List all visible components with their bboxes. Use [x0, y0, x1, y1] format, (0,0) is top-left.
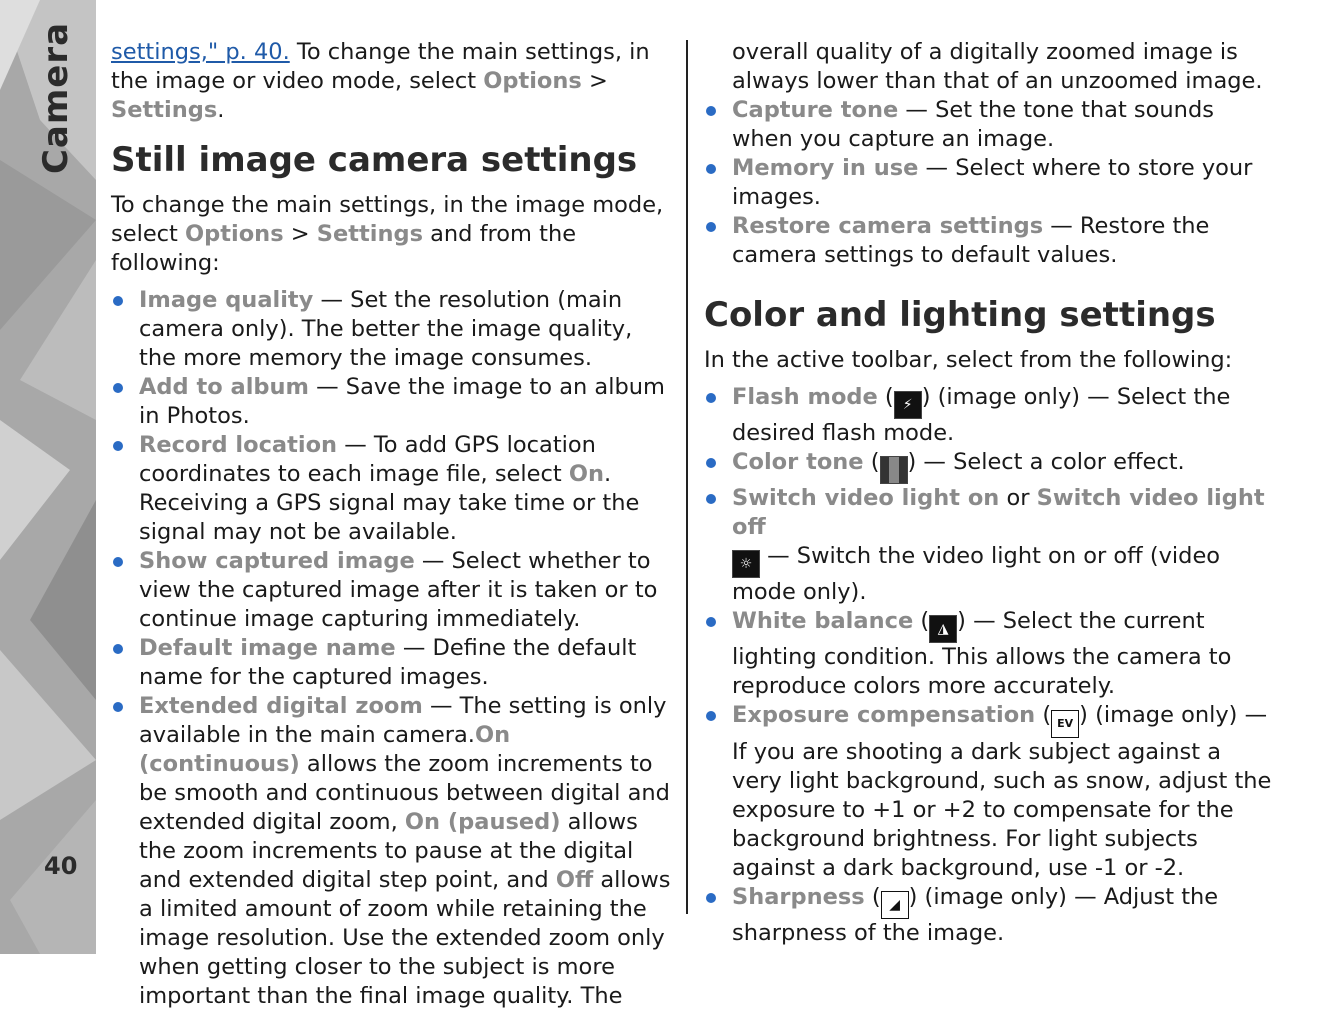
- flash-icon: ⚡: [894, 391, 922, 419]
- color-lighting-intro: In the active toolbar, select from the following:: [704, 347, 1233, 373]
- color-lighting-heading: Color and lighting settings: [704, 295, 1216, 335]
- list-item: Add to album — Save the image to an album in Photos.: [111, 373, 673, 431]
- column-divider: [686, 40, 688, 914]
- intro-paragraph: settings," p. 40. To change the main settings, in the image or video mode, select Options > Settings.: [111, 39, 650, 123]
- still-image-settings-list: [111, 286, 673, 1011]
- list-item: Color tone ( ) — Select a color effect.: [704, 448, 1272, 484]
- section-title: Camera: [36, 21, 76, 175]
- settings-link[interactable]: settings," p. 40.: [111, 39, 290, 65]
- video-light-icon: ☼: [732, 550, 760, 578]
- list-item: Restore camera settings — Restore the camera settings to default values.: [704, 212, 1272, 270]
- list-item: Flash mode ( ⚡ ) (image only) — Select the desired flash mode.: [704, 383, 1272, 448]
- list-item: Exposure compensation ( EV ) (image only) — If you are shooting a dark subject against a very light background, such as snow, adjust the exposure to +1 or +2 to compensate for the background brightness. For light subjects against a dark background, use -1 or -2.: [704, 701, 1272, 883]
- still-image-heading: Still image camera settings: [111, 140, 638, 180]
- list-item: Extended digital zoom — The setting is only available in the main camera.On (continuous) allows the zoom increments to be smooth and continuous between digital and extended digital zoom, On (paused) allows the zoom increments to pause at the digital and extended digital step point, and Off allows a limited amount of zoom while retaining the image resolution. Use the extended zoom only when getting closer to the subject is more important than the final image quality. The: [111, 692, 673, 1011]
- list-item: Record location — To add GPS location coordinates to each image file, select On. Receiving a GPS signal may take time or the signal may not be available.: [111, 431, 673, 547]
- page-number: 40: [44, 852, 78, 880]
- list-item: Switch video light on or Switch video light off ☼ — Switch the video light on or off (video mode only).: [704, 484, 1272, 607]
- left-column: [111, 38, 673, 1011]
- still-image-intro: To change the main settings, in the image mode, select Options > Settings and from the following:: [111, 192, 664, 276]
- sharpness-icon: ◢: [881, 891, 909, 919]
- list-item: Image quality — Set the resolution (main camera only). The better the image quality, the more memory the image consumes.: [111, 286, 673, 373]
- list-item: Memory in use — Select where to store your images.: [704, 154, 1272, 212]
- options-menu-ref: Options: [483, 68, 582, 94]
- color-tone-icon: [880, 456, 908, 484]
- right-column: [704, 38, 1272, 948]
- exposure-icon: EV: [1051, 710, 1079, 738]
- settings-menu-ref: Settings: [111, 97, 218, 123]
- continued-text: overall quality of a digitally zoomed image is always lower than that of an unzoomed image.: [732, 39, 1263, 94]
- list-item: White balance ( ◮ ) — Select the current lighting condition. This allows the camera to reproduce colors more accurately.: [704, 607, 1272, 701]
- list-item: Sharpness ( ◢ ) (image only) — Adjust the sharpness of the image.: [704, 883, 1272, 948]
- list-item: Show captured image — Select whether to view the captured image after it is taken or to continue image capturing immediately.: [111, 547, 673, 634]
- color-lighting-list: [704, 383, 1272, 948]
- list-item: Capture tone — Set the tone that sounds when you capture an image.: [704, 96, 1272, 154]
- list-item: Default image name — Define the default name for the captured images.: [111, 634, 673, 692]
- white-balance-icon: ◮: [929, 615, 957, 643]
- more-settings-list: [704, 96, 1272, 270]
- sidebar: [0, 0, 96, 954]
